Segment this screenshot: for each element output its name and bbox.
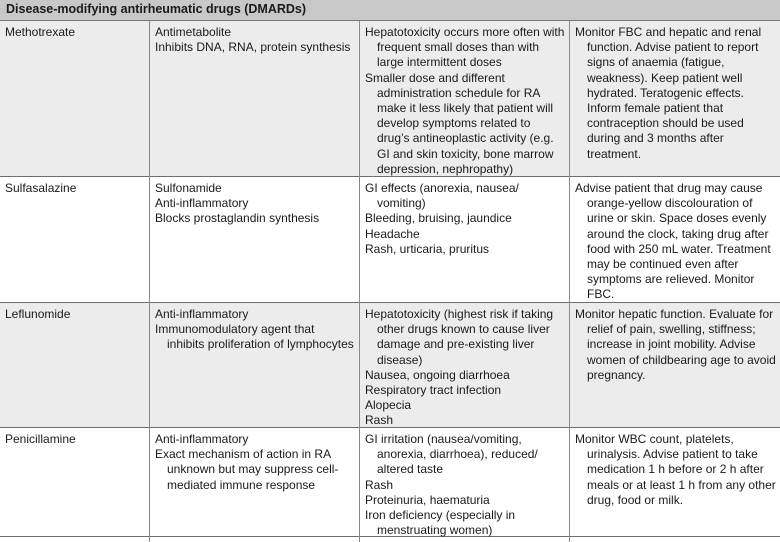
effects-cell <box>360 428 570 542</box>
drug-name: Penicillamine <box>5 432 76 446</box>
action-cell <box>150 21 360 181</box>
effect-item: Hepatotoxicity occurs more often with frequent small doses than with large intermittent doses <box>365 25 565 70</box>
effect-item: Headache <box>365 226 420 241</box>
table-title: Disease-modifying antirheumatic drugs (DMARDs) <box>0 0 780 21</box>
action-item: Sulfonamide <box>155 181 222 195</box>
effects-cell <box>360 303 570 433</box>
action-item: Inhibits DNA, RNA, protein synthesis <box>155 40 351 55</box>
action-item: Exact mechanism of action in RA unknown but may suppress cell-mediated immune response <box>155 447 339 492</box>
table-row <box>0 428 780 537</box>
effect-item: Alopecia <box>365 398 412 413</box>
drug-name: Leflunomide <box>5 307 71 321</box>
drug-name: Methotrexate <box>5 25 76 39</box>
nursing-cell <box>570 428 780 542</box>
effects-cell <box>360 177 570 307</box>
action-item: Immunomodulatory agent that inhibits proliferation of lymphocytes <box>155 322 354 352</box>
drug-name: Sulfasalazine <box>5 181 77 195</box>
action-cell <box>150 177 360 307</box>
nursing-cell <box>570 177 780 307</box>
drug-name-cell <box>0 177 150 307</box>
drug-name-cell <box>0 428 150 542</box>
effect-item: Rash <box>365 477 394 492</box>
table-row <box>0 303 780 428</box>
action-item: Blocks prostaglandin synthesis <box>155 211 320 226</box>
drug-name-cell <box>0 303 150 433</box>
nursing-text: Monitor FBC and hepatic and renal function. Advise patient to report signs of anaemia (fatigue, weakness). Keep patient well hydrated. Teratogenic effects. Inform female patient that contraception should be used during and 3 months after treatment. <box>575 25 762 161</box>
nursing-text: Monitor hepatic function. Evaluate for relief of pain, swelling, stiffness; increase in joint mobility. Advise women of childbearing age to avoid pregnancy. <box>575 307 776 382</box>
effect-item: Nausea, ongoing diarrhoea <box>365 367 510 382</box>
nursing-text: Monitor WBC count, platelets, urinalysis. Advise patient to take medication 1 h before or 2 h after meals or at least 1 h from any other drug, food or milk. <box>575 432 776 507</box>
drug-name-cell <box>0 21 150 181</box>
action-item: Antimetabolite <box>155 25 232 39</box>
effect-item: Proteinuria, haematuria <box>365 492 490 507</box>
table-body <box>0 21 780 537</box>
effects-cell <box>360 21 570 181</box>
action-item: Anti-inflammatory <box>155 307 249 321</box>
action-item: Anti-inflammatory <box>155 196 249 211</box>
effect-item: Smaller dose and different administration schedule for RA make it less likely that patient will develop symptoms related to drug’s antineoplastic activity (e.g. GI and skin toxicity, bone marrow depression, nephropathy) <box>365 70 554 176</box>
table-row <box>0 21 780 177</box>
effect-item: Rash, urticaria, pruritus <box>365 241 490 256</box>
action-cell <box>150 428 360 542</box>
effect-item: Rash <box>365 413 394 428</box>
effect-item: Bleeding, bruising, jaundice <box>365 211 512 226</box>
action-item: Anti-inflammatory <box>155 432 249 446</box>
nursing-cell <box>570 21 780 181</box>
effect-item: GI irritation (nausea/vomiting, anorexia, diarrhoea), reduced/ altered taste <box>365 432 538 477</box>
nursing-cell <box>570 303 780 433</box>
nursing-text: Advise patient that drug may cause orange-yellow discolouration of urine or skin. Space doses evenly around the clock, taking drug after food with 250 mL water. Treatment may be continued even after symptoms are relieved. Monitor FBC. <box>575 181 771 302</box>
effect-item: GI effects (anorexia, nausea/ vomiting) <box>365 181 519 211</box>
action-cell <box>150 303 360 433</box>
table-row <box>0 177 780 303</box>
effect-item: Hepatotoxicity (highest risk if taking other drugs known to cause liver damage and pre-existing liver disease) <box>365 307 554 367</box>
effect-item: Iron deficiency (especially in menstruating women) <box>365 508 516 538</box>
effect-item: Respiratory tract infection <box>365 383 502 398</box>
